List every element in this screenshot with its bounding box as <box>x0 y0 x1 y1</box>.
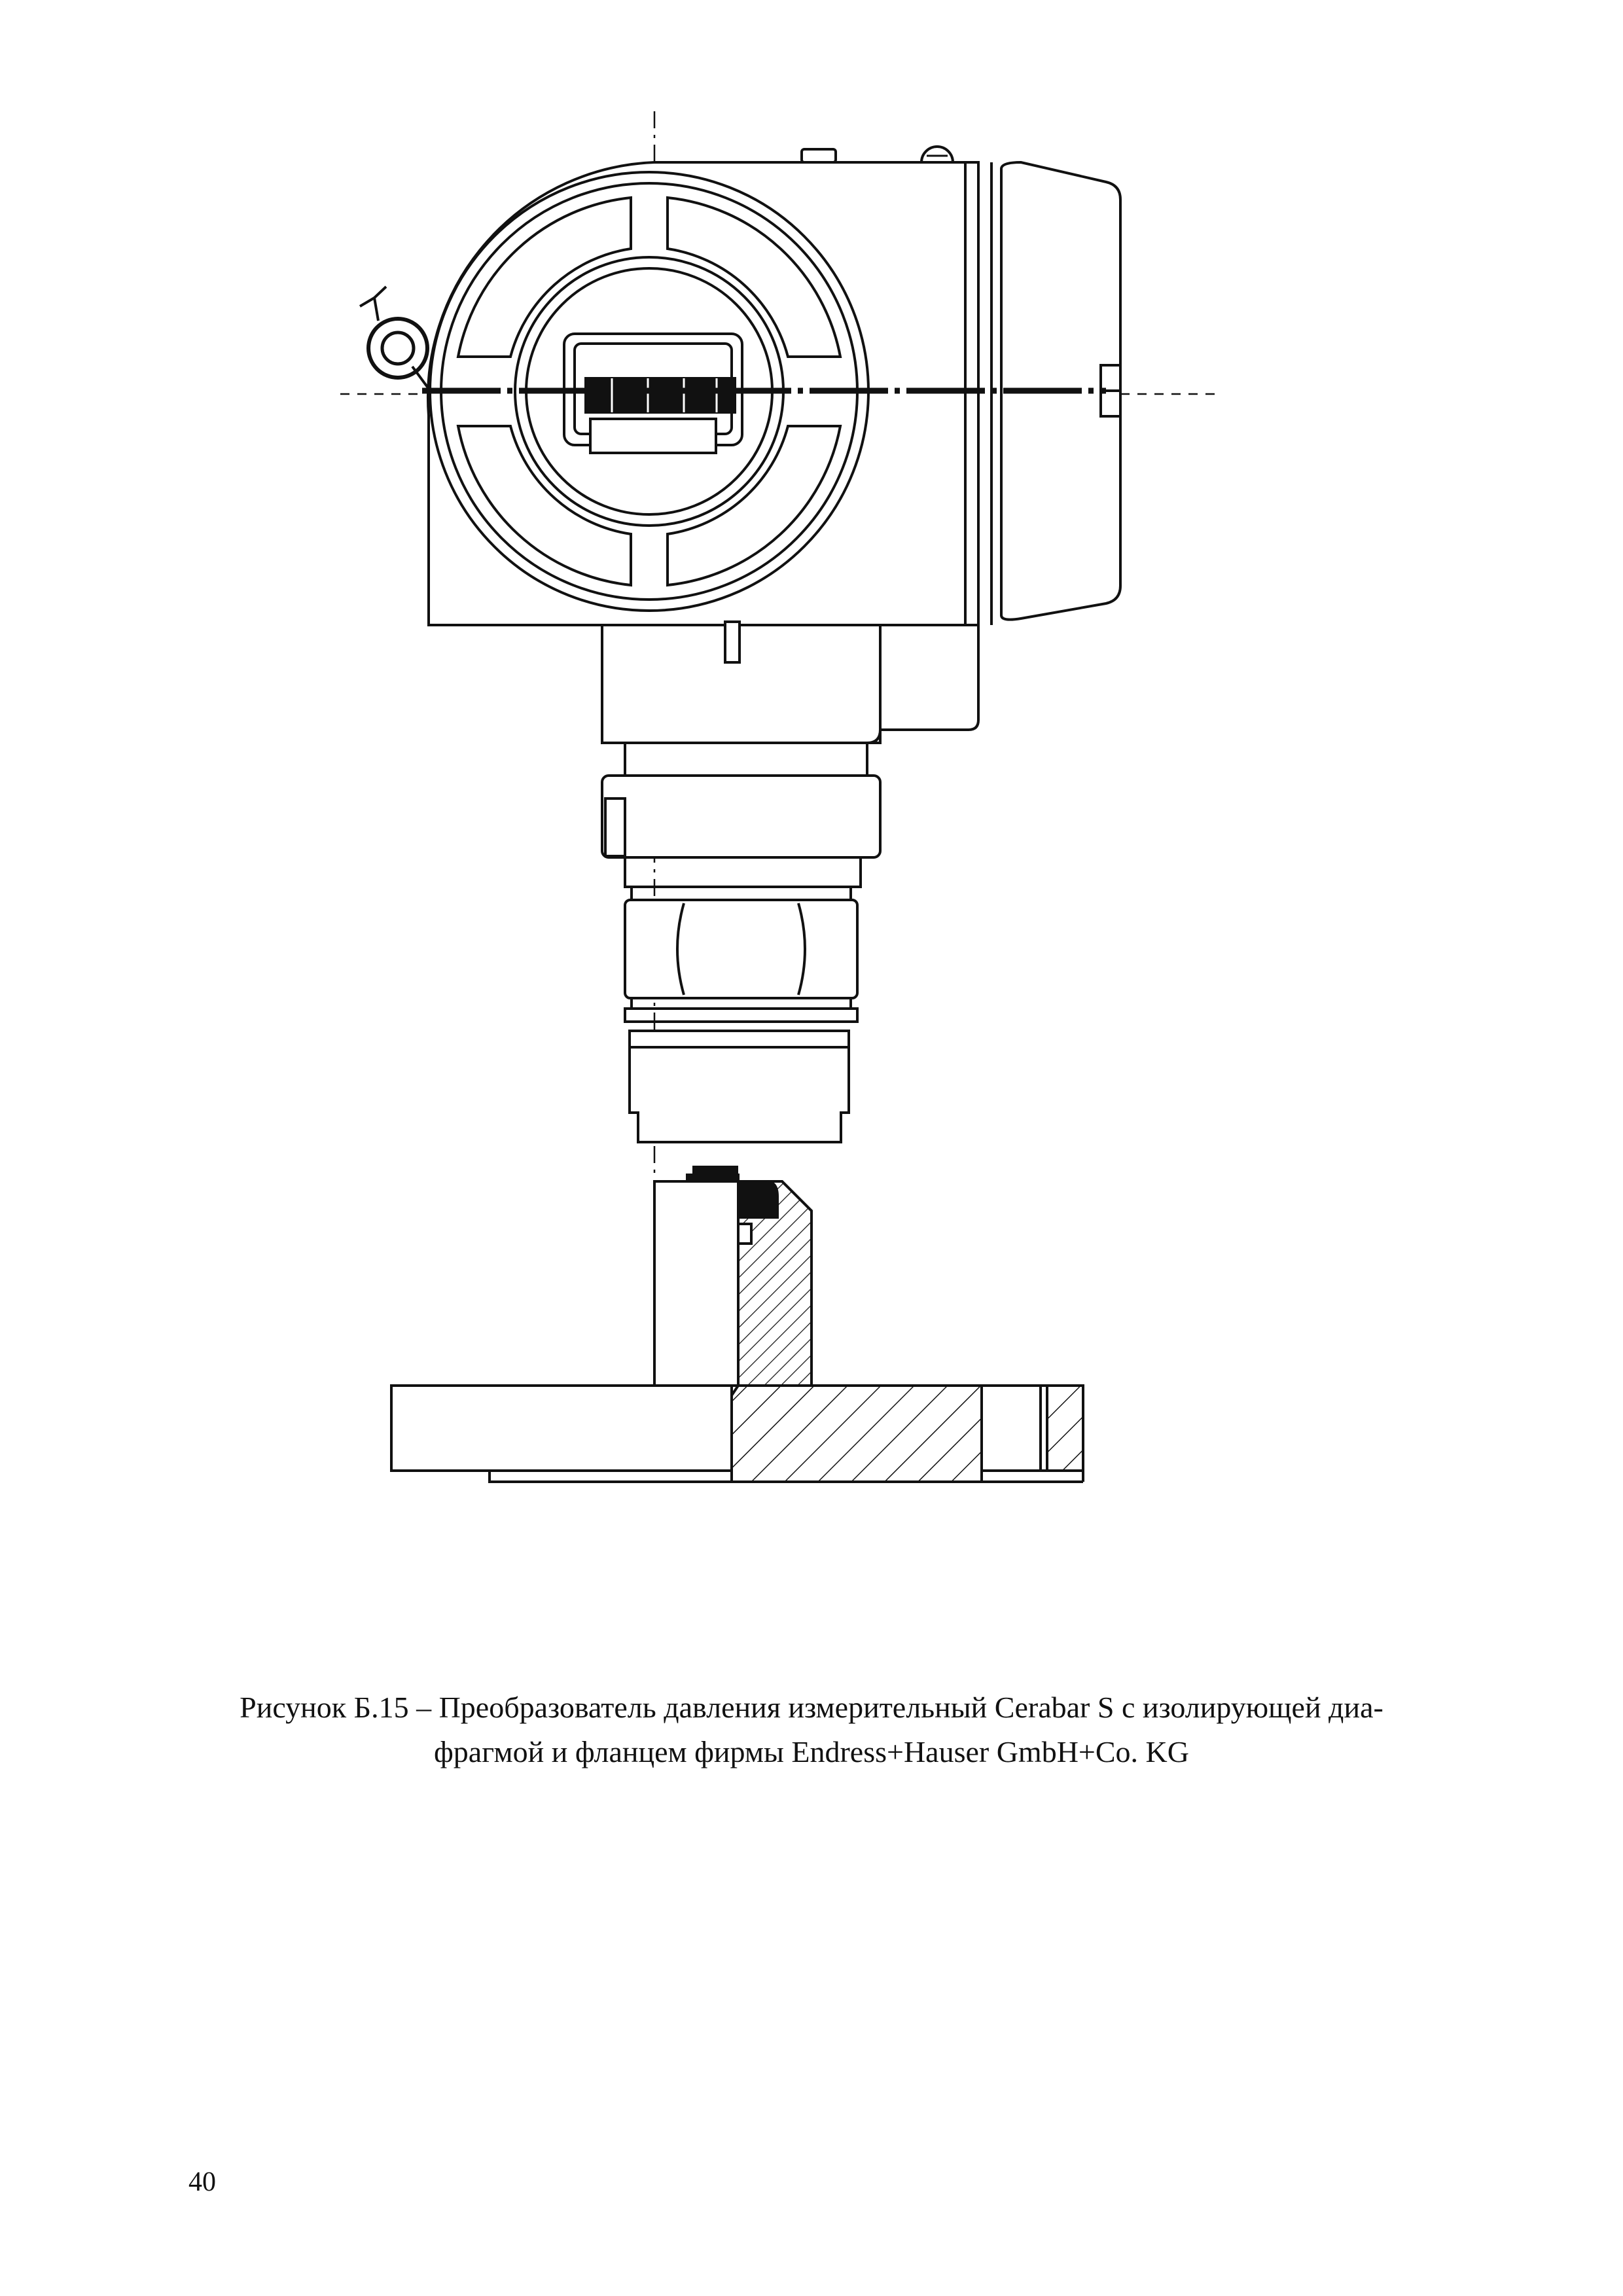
diaphragm-seal <box>654 1167 812 1386</box>
figure-caption <box>164 1685 1459 1774</box>
page-number: 40 <box>188 2167 216 2197</box>
flange <box>391 1386 1083 1482</box>
caption-line-2: фрагмой и фланцем фирмы Endress+Hauser GmbH+Co. KG <box>434 1735 1189 1768</box>
hex-adapter <box>625 887 857 1142</box>
caption-line-1: Рисунок Б.15 – Преобразователь давления измерительный Cerabar S с изолирующей диа- <box>240 1691 1383 1724</box>
ground-terminal <box>360 287 431 391</box>
housing-neck <box>602 622 978 887</box>
